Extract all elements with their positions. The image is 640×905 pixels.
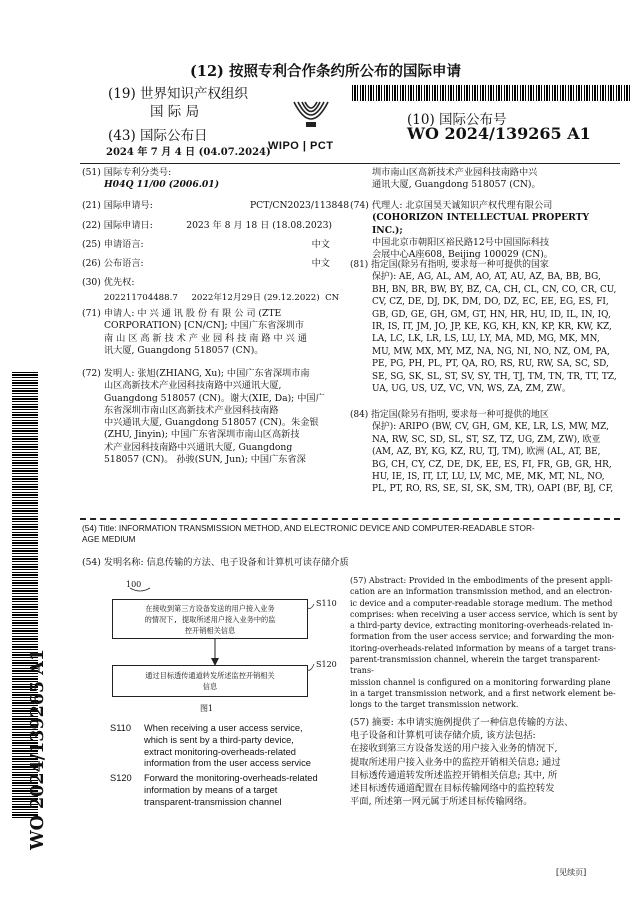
- doc-title: (12) 按照专利合作条约所公布的国际申请: [190, 63, 461, 80]
- field-22-label: (22) 国际申请日:: [82, 220, 153, 231]
- field-26-label: (26) 公布语言:: [82, 258, 144, 269]
- side-pub-no: WO 2024/139265 A1: [28, 649, 48, 850]
- figure-caption: 图1: [200, 704, 214, 713]
- title-en: (54) Title: INFORMATION TRANSMISSION METHOD, AND ELECTRONIC DEVICE AND COMPUTER-READABLE STOR- AGE MEDIUM: [82, 523, 535, 544]
- legend-s120: S120 Forward the monitoring-overheads-related information by means of a target transparent-transmission channel: [110, 773, 318, 807]
- wipo-logo: [272, 96, 350, 144]
- field-30-value: 202211704488.7 2022年12月29日 (29.12.2022) CN: [104, 293, 340, 303]
- pub-no: WO 2024/139265 A1: [407, 124, 591, 143]
- top-barcode: [352, 85, 632, 101]
- pub-no-label: (10) 国际公布号: [407, 112, 507, 128]
- pub-date: 2024 年 7 月 4 日 (04.07.2024): [106, 147, 271, 158]
- wipo-pct-text: WIPO | PCT: [268, 140, 334, 152]
- wipo-emblem-icon: [272, 96, 350, 144]
- inventor-continued: 圳市南山区高新技术产业园科技南路中兴 通讯大厦, Guangdong 518057 (CN)。: [372, 167, 541, 191]
- flow-step-s110-box: 在接收到第三方设备发送的用户接入业务 的情况下, 提取所述用户接入业务中的监 控开销相关信息: [112, 599, 308, 639]
- field-71-applicant: (71) 申请人: 中 兴 通 讯 股 份 有 限 公 司 (ZTE CORPORATION) [CN/CN]; 中国广东省深圳市 南 山 区 高 新 技 术 产 业 园 科 技 南 路 中 兴 通 讯大厦, Guangdong 518057 (CN)。: [82, 308, 307, 356]
- continued-note: [见续页]: [556, 868, 587, 877]
- step-label-s120: S120: [316, 660, 337, 669]
- field-22-value: 2023 年 8 月 18 日 (18.08.2023): [186, 220, 332, 231]
- field-25-label: (25) 申请语言:: [82, 239, 144, 250]
- org-name: (19) 世界知识产权组织: [108, 86, 249, 102]
- field-51-label: (51) 国际专利分类号:: [82, 167, 172, 178]
- flow-step-s120-box: 通过目标透传通道转发所述监控开销相关 信息: [112, 665, 308, 697]
- field-72-inventors: (72) 发明人: 张旭(ZHIANG, Xu); 中国广东省深圳市南 山区高新技术产业园科技南路中兴通讯大厦, Guangdong 518057 (CN)。谢大(XIE, Da); 中国广 东省深圳市南山区高新技术产业园科技南路 中兴通讯大厦, Guangdong 518057 (CN)。朱金银 (ZHU, Jinyin); 中国广东省深圳市南山区高新技 术产业园科技南路中兴通讯大厦, Guangdong 518057 (CN)。 孙骏(SUN, Jun); 中国广东省深: [82, 368, 325, 466]
- field-51-value: H04Q 11/00 (2006.01): [104, 179, 220, 190]
- pub-date-label: (43) 国际公布日: [108, 128, 208, 144]
- title-divider: [80, 518, 620, 520]
- field-74-agent: (74) 代理人: 北京国昊天诚知识产权代理有限公司 (COHORIZON INTELLECTUAL PROPERTY INC.); 中国北京市朝阳区裕民路12号中国国际科技 会展中心A座608, Beijing 100029 (CN)。: [350, 200, 590, 261]
- field-25-value: 中文: [311, 239, 330, 250]
- header-divider: [80, 163, 620, 164]
- field-84-regional-states: (84) 指定国(除另有指明, 要求每一种可提供的地区 保护): ARIPO (BW, CV, GH, GM, KE, LR, LS, MW, MZ, NA, RW, SC, SD, SL, ST, SZ, TZ, UG, ZM, ZW), 欧亚 (AM, AZ, BY, KG, KZ, RU, TJ, TM), 欧洲 (AL, AT, BE, BG, CH, CY, CZ, DE, DK, EE, ES, FI, FR, GB, GR, HR, HU, IE, IS, IT, LT, LU, LV, MC, ME, MK, MT, NL, NO, PL, PT, RO, RS, SE, SI, SK, SM, TR), OAPI (BF, BJ, CF,: [350, 410, 614, 495]
- abstract-zh: (57) 摘要: 本申请实施例提供了一种信息传输的方法、 电子设备和计算机可读存储介质, 该方法包括: 在接收到第三方设备发送的用户接入业务的情况下, 提取所述用户接入业务中的监控开销相关信息; 通过 目标透传通道转发所述监控开销相关信息; 其中, 所 述目标透传通道配置在目标传输网络中的监控转发 平面, 所述第一网元属于所述目标传输网络。: [350, 717, 574, 808]
- org-bureau: 国 际 局: [150, 104, 200, 120]
- field-21-value: PCT/CN2023/113848: [250, 200, 350, 211]
- title-zh: (54) 发明名称: 信息传输的方法、电子设备和计算机可读存储介质: [82, 557, 349, 568]
- figure-ref-100: 100: [126, 580, 142, 589]
- abstract-en: (57) Abstract: Provided in the embodiments of the present appli- cation are an information transmission method, and an electron- ic device and a computer-readable storage medium. The method comprises: when receiving a user access service, which is sent by a third-party device, extracting monitoring-overheads-related in- formation from the user access service; and forwarding the mon- itoring-overheads-related information by means of a target trans- parent-transmission channel, wherein the target transparent-trans- mission channel is configured on a monitoring forwarding plane in a target transmission network, and a first network element be- longs to the target transmission network.: [350, 576, 618, 710]
- field-81-designated-states: (81) 指定国(除另有指明, 要求每一种可提供的国家 保护): AE, AG, AL, AM, AO, AT, AU, AZ, BA, BB, BG, BH, BN, BR, BW, BY, BZ, CA, CH, CL, CN, CO, CR, CU, CV, CZ, DE, DJ, DK, DM, DO, DZ, EC, EE, EG, ES, FI, GB, GD, GE, GH, GM, GT, HN, HR, HU, ID, IL, IN, IQ, IR, IS, IT, JM, JO, JP, KE, KG, KH, KN, KP, KR, KW, KZ, LA, LC, LK, LR, LS, LU, LY, MA, MD, MG, MK, MN, MU, MW, MX, MY, MZ, NA, NG, NI, NO, NZ, OM, PA, PE, PG, PH, PL, PT, QA, RO, RS, RU, RW, SA, SC, SD, SE, SG, SK, SL, ST, SV, SY, TH, TJ, TM, TN, TR, TT, TZ, UA, UG, US, UZ, VC, VN, WS, ZA, ZM, ZW。: [350, 260, 617, 395]
- field-30-label: (30) 优先权:: [82, 277, 135, 288]
- step-label-s110: S110: [316, 599, 337, 608]
- field-21-label: (21) 国际申请号:: [82, 200, 153, 211]
- legend-s110: S110 When receiving a user access service, which is sent by a third-party device, extract monitoring-overheads-related information from the user access service: [110, 723, 311, 769]
- field-26-value: 中文: [311, 258, 330, 269]
